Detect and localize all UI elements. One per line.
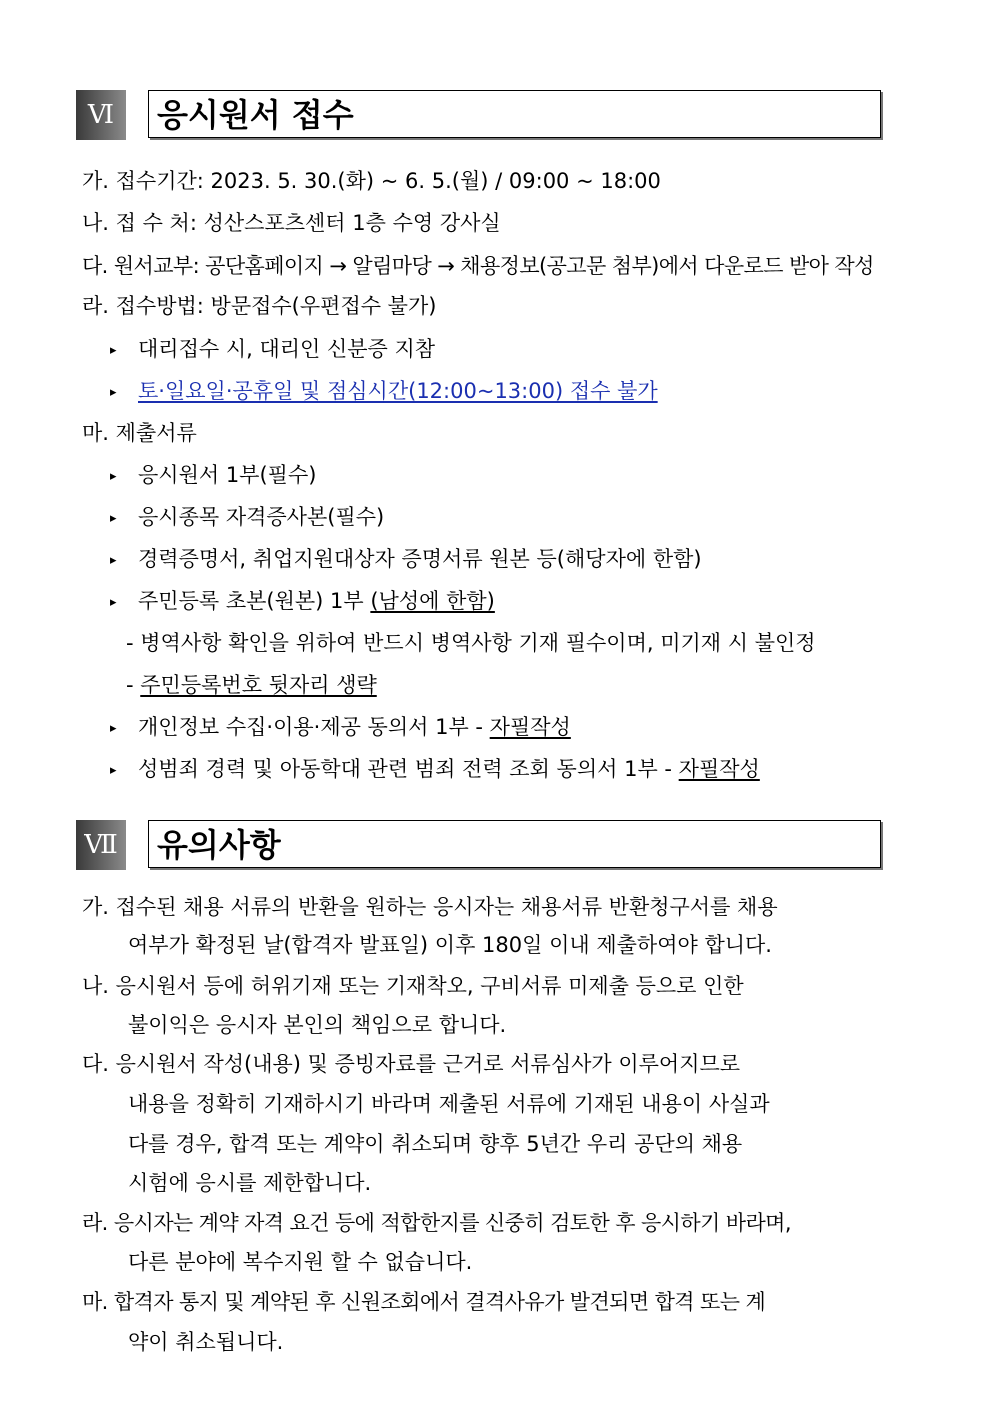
section-7-title: 유의사항 xyxy=(148,820,881,868)
bullet-icon: ▸ xyxy=(110,553,117,568)
notice-da-line-4: 시험에 응시를 제한합니다. xyxy=(128,1171,372,1195)
bullet-icon: ▸ xyxy=(110,385,117,400)
notice-ga-line-2: 여부가 확정된 날(합격자 발표일) 이후 180일 이내 제출하여야 합니다. xyxy=(128,933,772,957)
notice-ra-line-1: 라. 응시자는 계약 자격 요건 등에 적합한지를 신중히 검토한 후 응시하기 바라며, xyxy=(82,1211,791,1235)
notice-da-line-1: 다. 응시원서 작성(내용) 및 증빙자료를 근거로 서류심사가 이루어지므로 xyxy=(82,1052,741,1076)
doc-item-5: ▸ 개인정보 수집·이용·제공 동의서 1부 - 자필작성 xyxy=(110,712,571,744)
section-6-number: Ⅵ xyxy=(76,90,126,140)
method-bullet-2 xyxy=(110,376,658,408)
bullet-icon: ▸ xyxy=(110,721,117,736)
notice-da-line-2: 내용을 정확히 기재하시기 바라며 제출된 서류에 기재된 내용이 사실과 xyxy=(128,1092,770,1116)
doc-item-2: ▸ 응시종목 자격증사본(필수) xyxy=(110,502,384,534)
bullet-icon: ▸ xyxy=(110,763,117,778)
section-6-header xyxy=(76,90,883,142)
notice-na-line-2: 불이익은 응시자 본인의 책임으로 합니다. xyxy=(128,1013,507,1037)
notice-da-line-3: 다를 경우, 합격 또는 계약이 취소되며 향후 5년간 우리 공단의 채용 xyxy=(128,1132,743,1156)
doc-item-4-note-1: - 병역사항 확인을 위하여 반드시 병역사항 기재 필수이며, 미기재 시 불인정 xyxy=(126,631,816,655)
application-method: 라. 접수방법: 방문접수(우편접수 불가) xyxy=(82,294,437,318)
doc-item-4-note-2: - 주민등록번호 뒷자리 생략 xyxy=(126,673,377,697)
notice-na-line-1: 나. 응시원서 등에 허위기재 또는 기재착오, 구비서류 미제출 등으로 인한 xyxy=(82,974,744,998)
submission-docs-heading: 마. 제출서류 xyxy=(82,421,197,445)
bullet-icon: ▸ xyxy=(110,343,117,358)
section-6-title: 응시원서 접수 xyxy=(148,90,881,138)
doc-item-3: ▸ 경력증명서, 취업지원대상자 증명서류 원본 등(해당자에 한함) xyxy=(110,544,702,576)
bullet-icon: ▸ xyxy=(110,595,117,610)
notice-ma-line-1: 마. 합격자 통지 및 계약된 후 신원조회에서 결격사유가 발견되면 합격 또는 계 xyxy=(82,1290,766,1314)
application-period: 가. 접수기간: 2023. 5. 30.(화) ~ 6. 5.(월) / 09:00 ~ 18:00 xyxy=(82,169,661,193)
method-bullet-1: ▸ 대리접수 시, 대리인 신분증 지참 xyxy=(110,334,435,366)
notice-ma-line-2: 약이 취소됩니다. xyxy=(128,1330,284,1354)
method-note-link: 토·일요일·공휴일 및 점심시간(12:00~13:00) 접수 불가 xyxy=(138,379,658,403)
doc-item-6: ▸ 성범죄 경력 및 아동학대 관련 범죄 전력 조회 동의서 1부 - 자필작성 xyxy=(110,754,760,786)
doc-item-1: ▸ 응시원서 1부(필수) xyxy=(110,460,316,492)
application-form: 다. 원서교부: 공단홈페이지 → 알림마당 → 채용정보(공고문 첨부)에서 다운로드 받아 작성 xyxy=(82,254,874,278)
section-7-header xyxy=(76,820,883,872)
bullet-icon: ▸ xyxy=(110,511,117,526)
section-7-number: Ⅶ xyxy=(76,820,126,870)
doc-item-4: ▸ 주민등록 초본(원본) 1부 (남성에 한함) xyxy=(110,586,495,618)
notice-ga-line-1: 가. 접수된 채용 서류의 반환을 원하는 응시자는 채용서류 반환청구서를 채용 xyxy=(82,895,778,919)
bullet-icon: ▸ xyxy=(110,469,117,484)
notice-ra-line-2: 다른 분야에 복수지원 할 수 없습니다. xyxy=(128,1250,473,1274)
application-place: 나. 접 수 처: 성산스포츠센터 1층 수영 강사실 xyxy=(82,211,501,235)
